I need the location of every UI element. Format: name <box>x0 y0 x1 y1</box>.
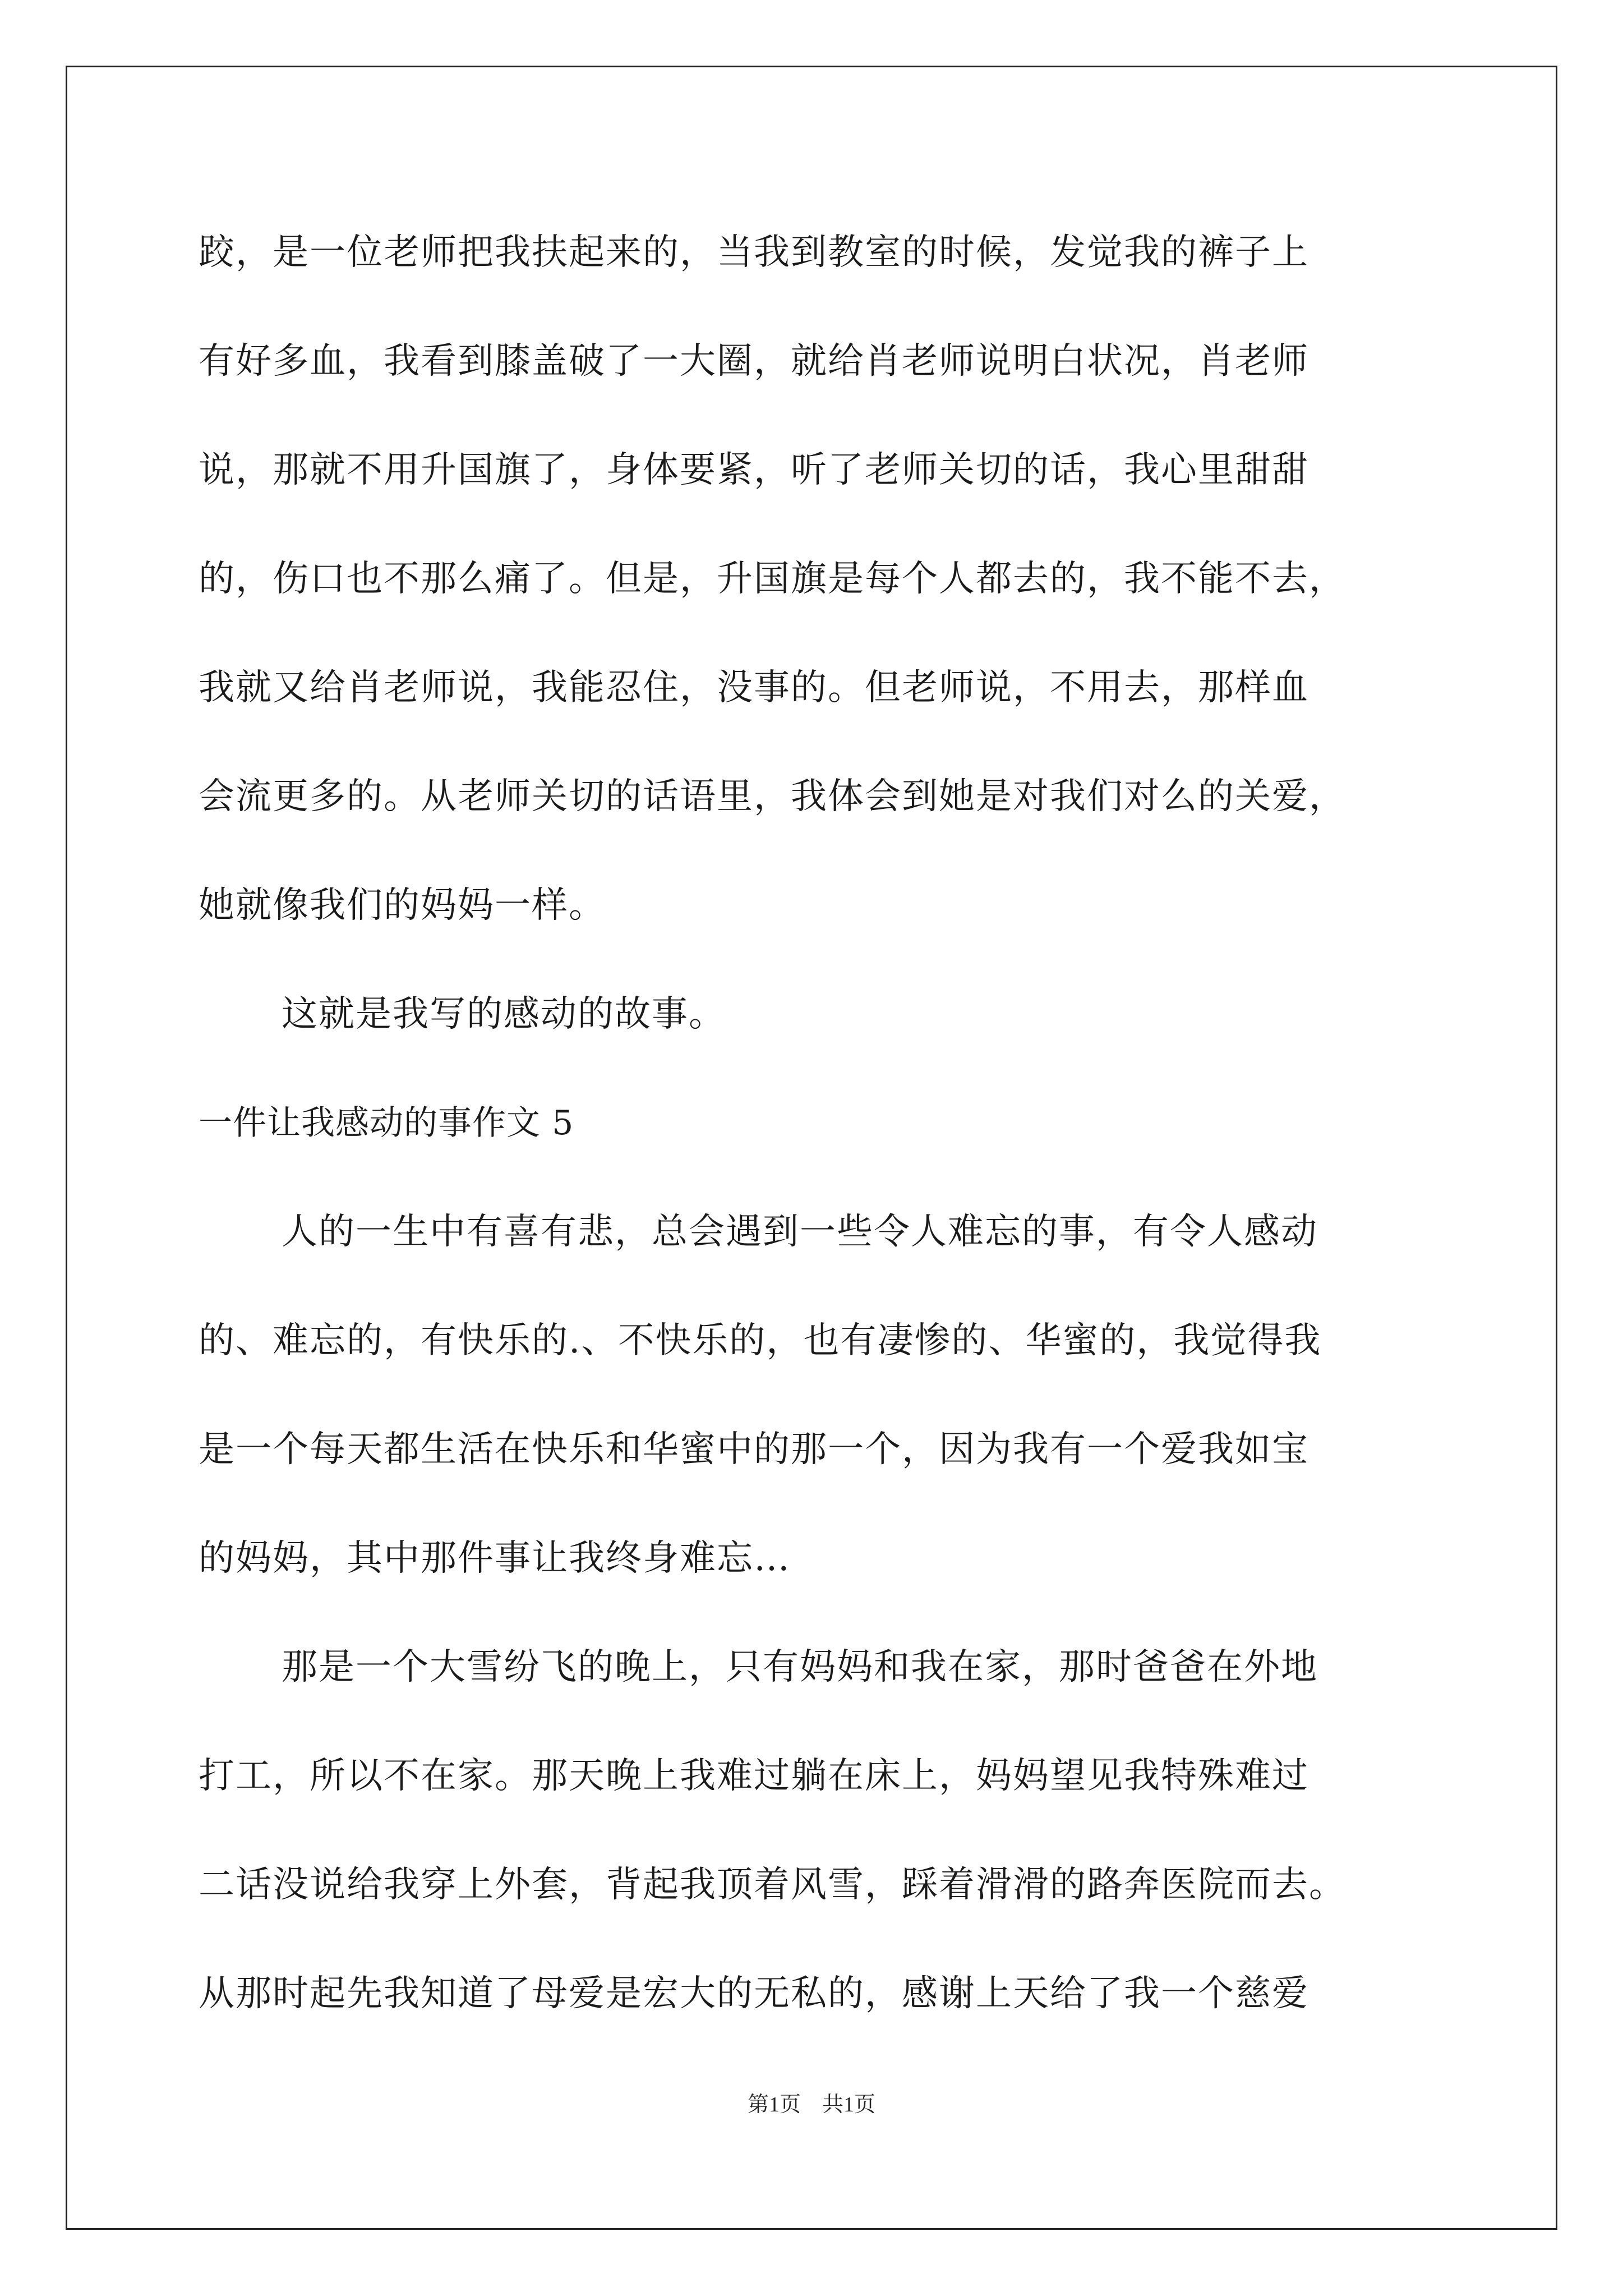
body-line: 会流更多的。从老师关切的话语里，我体会到她是对我们对么的关爱， <box>199 776 1346 817</box>
body-line: 这就是我写的感动的故事。 <box>282 993 726 1035</box>
body-line: 的妈妈，其中那件事让我终身难忘… <box>199 1538 791 1579</box>
body-line: 说，那就不用升国旗了，身体要紧，听了老师关切的话，我心里甜甜 <box>199 449 1309 491</box>
body-line: 跤，是一位老师把我扶起来的，当我到教室的时候，发觉我的裤子上 <box>199 232 1309 273</box>
page-number-footer: 第1页 共1页 <box>747 2093 875 2116</box>
body-line: 二话没说给我穿上外套，背起我顶着风雪，踩着滑滑的路奔医院而去。 <box>199 1864 1346 1906</box>
body-line: 那是一个大雪纷飞的晚上，只有妈妈和我在家，那时爸爸在外地 <box>282 1646 1318 1688</box>
body-line: 的、难忘的，有快乐的.、不快乐的，也有凄惨的、华蜜的，我觉得我 <box>199 1320 1322 1361</box>
body-line: 我就又给肖老师说，我能忍住，没事的。但老师说，不用去，那样血 <box>199 667 1309 708</box>
document-body <box>199 219 1460 2069</box>
body-line: 是一个每天都生活在快乐和华蜜中的那一个，因为我有一个爱我如宝 <box>199 1429 1309 1470</box>
body-line: 她就像我们的妈妈一样。 <box>199 885 606 926</box>
body-line: 打工，所以不在家。那天晚上我难过躺在床上，妈妈望见我特殊难过 <box>199 1755 1309 1797</box>
body-line: 的，伤口也不那么痛了。但是，升国旗是每个人都去的，我不能不去， <box>199 558 1346 600</box>
body-line: 有好多血，我看到膝盖破了一大圈，就给肖老师说明白状况，肖老师 <box>199 341 1309 382</box>
essay-heading: 一件让我感动的事作文 5 <box>199 1103 574 1143</box>
body-line: 人的一生中有喜有悲，总会遇到一些令人难忘的事，有令人感动 <box>282 1211 1318 1253</box>
body-line: 从那时起先我知道了母爱是宏大的无私的，感谢上天给了我一个慈爱 <box>199 1973 1309 2014</box>
